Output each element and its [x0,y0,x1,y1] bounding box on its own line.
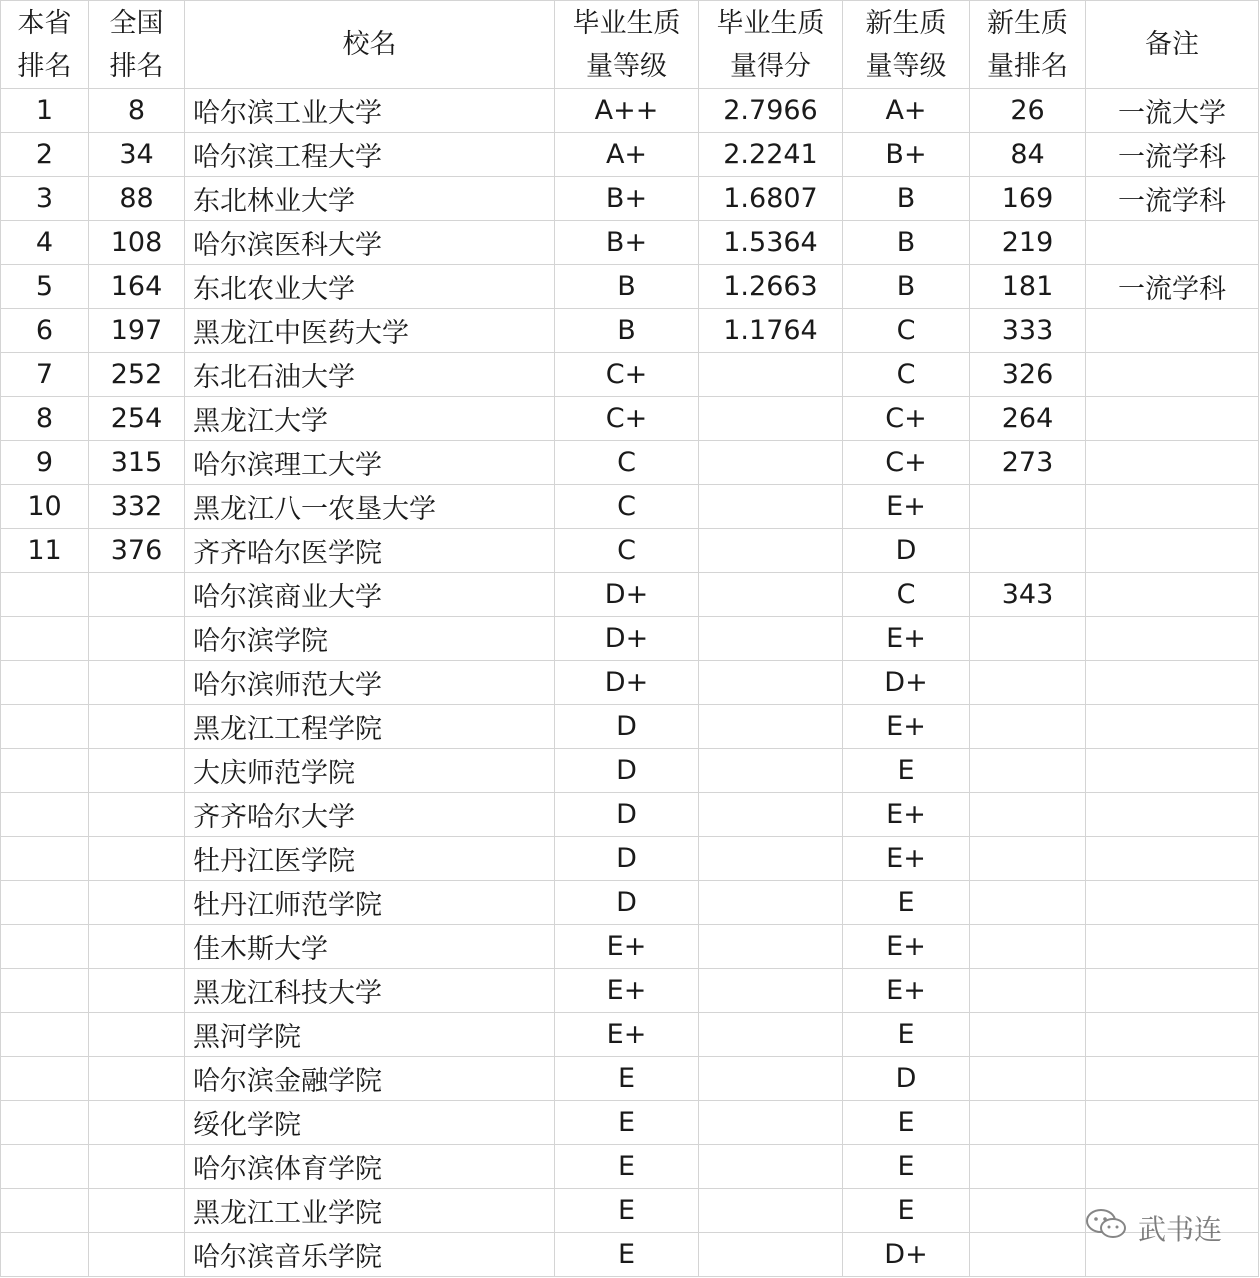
freshman-quality-grade-cell: A+ [843,89,970,133]
school-name-cell: 黑龙江工程学院 [185,705,555,749]
freshman-quality-rank-cell [970,1101,1086,1145]
school-name-cell: 东北农业大学 [185,265,555,309]
remarks-cell [1086,529,1259,573]
freshman-quality-grade-cell: E+ [843,793,970,837]
grad-quality-score-cell: 2.7966 [699,89,843,133]
grad-quality-grade-cell: B [555,265,699,309]
freshman-quality-rank-cell: 84 [970,133,1086,177]
national-rank-cell [89,1013,185,1057]
grad-quality-grade-cell: D [555,749,699,793]
grad-quality-score-cell [699,573,843,617]
grad-quality-grade-cell: D+ [555,573,699,617]
freshman-quality-grade-cell: E [843,881,970,925]
table-row [1,705,1259,749]
remarks-cell [1086,661,1259,705]
grad-quality-score-cell [699,705,843,749]
national-rank-cell: 164 [89,265,185,309]
grad-quality-score-cell [699,353,843,397]
provincial-rank-cell: 8 [1,397,89,441]
freshman-quality-rank-cell [970,1189,1086,1233]
freshman-quality-grade-cell: B [843,265,970,309]
national-rank-cell: 197 [89,309,185,353]
grad-quality-grade-cell: D [555,793,699,837]
national-rank-cell [89,1189,185,1233]
school-name-cell: 哈尔滨体育学院 [185,1145,555,1189]
remarks-cell [1086,309,1259,353]
freshman-quality-grade-cell: C [843,309,970,353]
grad-quality-score-cell: 1.1764 [699,309,843,353]
provincial-rank-cell: 4 [1,221,89,265]
freshman-quality-rank-cell [970,1145,1086,1189]
school-name-cell: 黑龙江中医药大学 [185,309,555,353]
freshman-quality-grade-cell: C+ [843,397,970,441]
school-name-cell: 黑龙江八一农垦大学 [185,485,555,529]
freshman-quality-grade-cell: B+ [843,133,970,177]
freshman-quality-grade-cell: D+ [843,1233,970,1277]
freshman-quality-grade-cell: E+ [843,837,970,881]
grad-quality-grade-cell: C [555,485,699,529]
provincial-rank-cell [1,661,89,705]
grad-quality-grade-cell: C+ [555,397,699,441]
national-rank-cell: 34 [89,133,185,177]
grad-quality-grade-cell: E [555,1145,699,1189]
school-name-cell: 哈尔滨金融学院 [185,1057,555,1101]
freshman-quality-rank-cell [970,485,1086,529]
freshman-quality-rank-cell [970,749,1086,793]
national-rank-cell: 254 [89,397,185,441]
national-rank-cell [89,661,185,705]
table-row [1,441,1259,485]
school-name-cell: 哈尔滨工程大学 [185,133,555,177]
freshman-quality-grade-cell: E+ [843,617,970,661]
grad-quality-score-cell [699,749,843,793]
school-name-cell: 牡丹江师范学院 [185,881,555,925]
national-rank-cell: 332 [89,485,185,529]
national-rank-cell: 315 [89,441,185,485]
freshman-quality-rank-cell [970,793,1086,837]
remarks-cell [1086,705,1259,749]
grad-quality-score-cell [699,1189,843,1233]
grad-quality-grade-cell: D [555,837,699,881]
watermark [1084,1207,1222,1248]
header-freshman-quality-grade: 新生质 量等级 [843,1,970,89]
provincial-rank-cell: 11 [1,529,89,573]
header-grad-quality-score: 毕业生质 量得分 [699,1,843,89]
grad-quality-grade-cell: E [555,1057,699,1101]
freshman-quality-grade-cell: C [843,353,970,397]
watermark-text: 武书连 [1137,1212,1222,1246]
header-row [1,1,1259,89]
freshman-quality-rank-cell [970,617,1086,661]
freshman-quality-rank-cell: 26 [970,89,1086,133]
provincial-rank-cell [1,617,89,661]
grad-quality-grade-cell: C [555,529,699,573]
school-name-cell: 东北石油大学 [185,353,555,397]
grad-quality-score-cell: 2.2241 [699,133,843,177]
wechat-icon [1084,1207,1130,1248]
table-row [1,749,1259,793]
grad-quality-grade-cell: C [555,441,699,485]
national-rank-cell: 8 [89,89,185,133]
national-rank-cell [89,1233,185,1277]
grad-quality-grade-cell: B+ [555,221,699,265]
header-freshman-quality-rank: 新生质 量排名 [970,1,1086,89]
grad-quality-grade-cell: E+ [555,1013,699,1057]
provincial-rank-cell: 10 [1,485,89,529]
freshman-quality-rank-cell [970,1233,1086,1277]
provincial-rank-cell [1,1013,89,1057]
table-row [1,397,1259,441]
remarks-cell [1086,793,1259,837]
provincial-rank-cell [1,1101,89,1145]
remarks-cell [1086,1013,1259,1057]
freshman-quality-rank-cell [970,837,1086,881]
grad-quality-grade-cell: E+ [555,969,699,1013]
table-row [1,837,1259,881]
provincial-rank-cell [1,573,89,617]
freshman-quality-rank-cell [970,1057,1086,1101]
national-rank-cell [89,793,185,837]
national-rank-cell: 376 [89,529,185,573]
grad-quality-grade-cell: C+ [555,353,699,397]
table-row [1,881,1259,925]
national-rank-cell [89,749,185,793]
grad-quality-score-cell [699,485,843,529]
school-name-cell: 大庆师范学院 [185,749,555,793]
table-row [1,1057,1259,1101]
grad-quality-score-cell [699,925,843,969]
provincial-rank-cell: 9 [1,441,89,485]
provincial-rank-cell [1,837,89,881]
table-row [1,1101,1259,1145]
remarks-cell: 一流大学 [1086,89,1259,133]
remarks-cell [1086,485,1259,529]
header-provincial-rank: 本省 排名 [1,1,89,89]
remarks-cell [1086,1057,1259,1101]
school-name-cell: 哈尔滨工业大学 [185,89,555,133]
national-rank-cell [89,1101,185,1145]
freshman-quality-rank-cell [970,1013,1086,1057]
freshman-quality-rank-cell [970,529,1086,573]
freshman-quality-grade-cell: D [843,529,970,573]
freshman-quality-rank-cell [970,925,1086,969]
grad-quality-score-cell [699,1057,843,1101]
remarks-cell [1086,969,1259,1013]
grad-quality-grade-cell: D [555,705,699,749]
freshman-quality-rank-cell: 219 [970,221,1086,265]
header-national-rank: 全国 排名 [89,1,185,89]
grad-quality-grade-cell: D+ [555,661,699,705]
grad-quality-grade-cell: A++ [555,89,699,133]
provincial-rank-cell: 5 [1,265,89,309]
table-row [1,661,1259,705]
grad-quality-score-cell [699,881,843,925]
freshman-quality-grade-cell: E [843,1101,970,1145]
provincial-rank-cell [1,1057,89,1101]
provincial-rank-cell: 7 [1,353,89,397]
school-name-cell: 齐齐哈尔医学院 [185,529,555,573]
grad-quality-score-cell [699,529,843,573]
table-row [1,1013,1259,1057]
freshman-quality-grade-cell: E+ [843,485,970,529]
provincial-rank-cell [1,969,89,1013]
national-rank-cell [89,1057,185,1101]
provincial-rank-cell: 1 [1,89,89,133]
table-row [1,1189,1259,1233]
table-row [1,793,1259,837]
table-body [1,89,1259,1277]
table-row [1,133,1259,177]
freshman-quality-grade-cell: E [843,1189,970,1233]
remarks-cell [1086,1101,1259,1145]
remarks-cell: 一流学科 [1086,265,1259,309]
national-rank-cell [89,925,185,969]
provincial-rank-cell [1,793,89,837]
grad-quality-grade-cell: A+ [555,133,699,177]
school-name-cell: 哈尔滨理工大学 [185,441,555,485]
freshman-quality-rank-cell [970,881,1086,925]
table-row [1,265,1259,309]
remarks-cell: 一流学科 [1086,133,1259,177]
table-row [1,177,1259,221]
school-name-cell: 黑河学院 [185,1013,555,1057]
school-name-cell: 哈尔滨医科大学 [185,221,555,265]
grad-quality-grade-cell: B+ [555,177,699,221]
school-name-cell: 哈尔滨商业大学 [185,573,555,617]
grad-quality-score-cell [699,837,843,881]
freshman-quality-grade-cell: D+ [843,661,970,705]
grad-quality-score-cell [699,969,843,1013]
grad-quality-score-cell [699,661,843,705]
freshman-quality-rank-cell [970,969,1086,1013]
national-rank-cell [89,573,185,617]
remarks-cell [1086,397,1259,441]
grad-quality-grade-cell: E+ [555,925,699,969]
school-name-cell: 黑龙江科技大学 [185,969,555,1013]
national-rank-cell [89,881,185,925]
table-row [1,617,1259,661]
table-row [1,309,1259,353]
school-name-cell: 哈尔滨音乐学院 [185,1233,555,1277]
freshman-quality-grade-cell: E [843,749,970,793]
freshman-quality-rank-cell: 333 [970,309,1086,353]
school-name-cell: 齐齐哈尔大学 [185,793,555,837]
table-row [1,353,1259,397]
freshman-quality-grade-cell: C [843,573,970,617]
table-row [1,529,1259,573]
national-rank-cell [89,969,185,1013]
grad-quality-score-cell: 1.5364 [699,221,843,265]
freshman-quality-grade-cell: E+ [843,969,970,1013]
school-name-cell: 黑龙江工业学院 [185,1189,555,1233]
school-name-cell: 牡丹江医学院 [185,837,555,881]
provincial-rank-cell [1,705,89,749]
table-row [1,1233,1259,1277]
table-row [1,573,1259,617]
remarks-cell [1086,573,1259,617]
provincial-rank-cell [1,881,89,925]
grad-quality-score-cell: 1.6807 [699,177,843,221]
remarks-cell [1086,221,1259,265]
national-rank-cell: 88 [89,177,185,221]
freshman-quality-rank-cell: 273 [970,441,1086,485]
grad-quality-score-cell [699,793,843,837]
remarks-cell [1086,881,1259,925]
freshman-quality-rank-cell: 169 [970,177,1086,221]
school-name-cell: 黑龙江大学 [185,397,555,441]
freshman-quality-grade-cell: E+ [843,925,970,969]
header-school-name: 校名 [185,1,555,89]
grad-quality-grade-cell: B [555,309,699,353]
grad-quality-score-cell [699,1145,843,1189]
grad-quality-score-cell [699,1101,843,1145]
national-rank-cell: 252 [89,353,185,397]
freshman-quality-grade-cell: C+ [843,441,970,485]
freshman-quality-rank-cell: 264 [970,397,1086,441]
freshman-quality-rank-cell [970,705,1086,749]
table-row [1,925,1259,969]
remarks-cell [1086,925,1259,969]
provincial-rank-cell [1,749,89,793]
table-row [1,969,1259,1013]
national-rank-cell [89,617,185,661]
school-name-cell: 哈尔滨师范大学 [185,661,555,705]
national-rank-cell [89,837,185,881]
school-name-cell: 佳木斯大学 [185,925,555,969]
freshman-quality-grade-cell: E+ [843,705,970,749]
freshman-quality-grade-cell: B [843,221,970,265]
freshman-quality-grade-cell: E [843,1013,970,1057]
school-name-cell: 哈尔滨学院 [185,617,555,661]
school-name-cell: 绥化学院 [185,1101,555,1145]
grad-quality-score-cell [699,441,843,485]
freshman-quality-grade-cell: E [843,1145,970,1189]
grad-quality-score-cell [699,1233,843,1277]
school-name-cell: 东北林业大学 [185,177,555,221]
grad-quality-grade-cell: D+ [555,617,699,661]
freshman-quality-rank-cell [970,661,1086,705]
grad-quality-grade-cell: D [555,881,699,925]
remarks-cell [1086,749,1259,793]
header-remarks: 备注 [1086,1,1259,89]
remarks-cell [1086,837,1259,881]
provincial-rank-cell: 2 [1,133,89,177]
freshman-quality-rank-cell: 181 [970,265,1086,309]
national-rank-cell: 108 [89,221,185,265]
provincial-rank-cell: 3 [1,177,89,221]
provincial-rank-cell [1,1233,89,1277]
grad-quality-score-cell [699,1013,843,1057]
freshman-quality-rank-cell: 343 [970,573,1086,617]
remarks-cell: 一流学科 [1086,177,1259,221]
grad-quality-score-cell: 1.2663 [699,265,843,309]
remarks-cell [1086,353,1259,397]
freshman-quality-rank-cell: 326 [970,353,1086,397]
national-rank-cell [89,1145,185,1189]
freshman-quality-grade-cell: D [843,1057,970,1101]
national-rank-cell [89,705,185,749]
freshman-quality-grade-cell: B [843,177,970,221]
provincial-rank-cell: 6 [1,309,89,353]
grad-quality-grade-cell: E [555,1233,699,1277]
table-row [1,1145,1259,1189]
table-row [1,89,1259,133]
table-row [1,485,1259,529]
provincial-rank-cell [1,1145,89,1189]
remarks-cell [1086,617,1259,661]
grad-quality-grade-cell: E [555,1101,699,1145]
table-row [1,221,1259,265]
grad-quality-grade-cell: E [555,1189,699,1233]
remarks-cell [1086,1145,1259,1189]
provincial-rank-cell [1,1189,89,1233]
remarks-cell [1086,441,1259,485]
provincial-rank-cell [1,925,89,969]
header-grad-quality-grade: 毕业生质 量等级 [555,1,699,89]
grad-quality-score-cell [699,617,843,661]
grad-quality-score-cell [699,397,843,441]
